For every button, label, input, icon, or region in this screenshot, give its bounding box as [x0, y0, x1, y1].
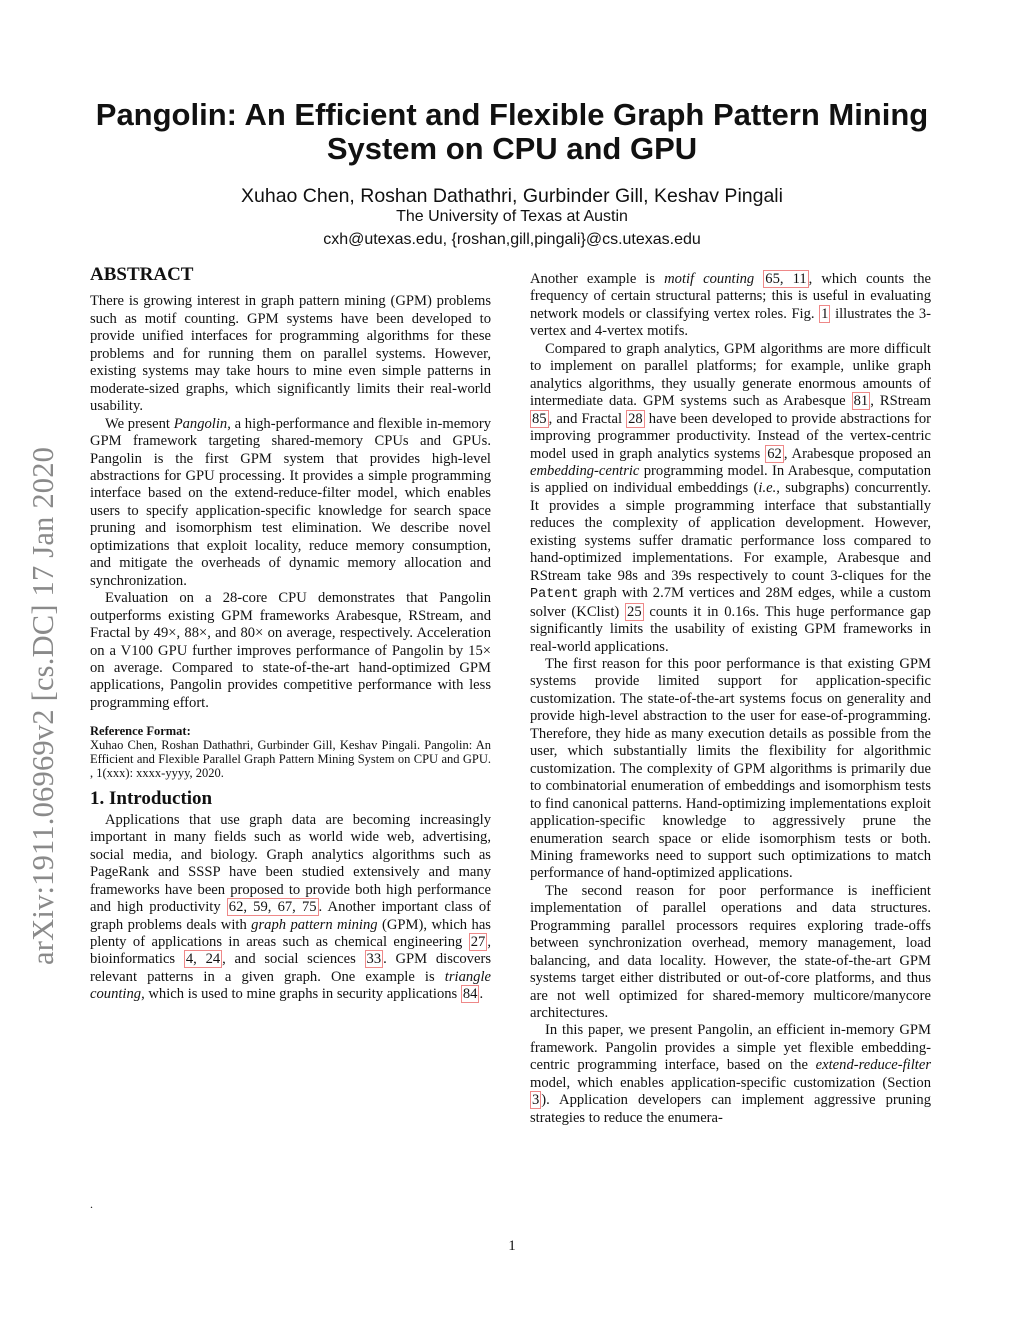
body-paragraph: In this paper, we present Pangolin, an efficient in-memory GPM framework. Pangolin provides a simple yet flexible embedding-centric programming interface, based on the extend-reduce-filter model, which enables application-specific customization (Section 3 ). Application developers can implement aggressive pruning strategies to reduce the enumera- — [530, 1022, 931, 1126]
reference-format-heading: Reference Format: — [90, 724, 191, 739]
citation-link[interactable]: 27 — [470, 933, 486, 950]
body-paragraph: Another example is motif counting 65, 11 , which counts the frequency of certain structural patterns; this is useful in evaluating network models or classifying vertex roles. Fig. 1 illustrates the 3-vertex and 4-vertex motifs. — [530, 271, 931, 340]
affiliation: The University of Texas at Austin — [396, 208, 628, 225]
body-paragraph: Compared to graph analytics, GPM algorithms are more difficult to implement on parallel platforms; for example, unlike graph analytics algorithms, they usually generate enormous amounts of intermediate data. GPM systems such as Arabesque 81 , RStream 85 , and Fractal 28 have been developed to provide abstractions for improving programmer productivity. Instead of the vertex-centric model used in graph analytics systems 62 , Arabesque proposed an embedding-centric programming model. In Arabesque, computation is applied on individual embeddings (i.e., subgraphs) concurrently. It provides a simple programming interface that substantially reduces the complexity of application development. However, existing systems suffer dramatic performance loss compared to hand-optimized implementations. For example, Arabesque and RStream take 98s and 39s respectively to count 3-cliques for the Patent graph with 2.7M vertices and 28M edges, while a custom solver (KClist) 25 counts it in 0.16s. This huge performance gap significantly limits the usability of existing GPM frameworks in real-world applications. — [530, 340, 932, 655]
abstract-paragraph: We present Pangolin, a high-performance and flexible in-memory GPM framework targeting shared-memory CPUs and GPUs. Pangolin is the first GPM system that provides high-level abstractions for GPU processing. It provides a simple programming interface based on the extend-reduce-filter model, which enables users to specify application-specific knowledge for search space pruning and isomorphism test elimination. We describe novel optimizations that exploit locality, reduce memory consumption, and mitigate the overheads of dynamic memory allocation and synchronization. — [90, 415, 491, 589]
abstract-paragraph: There is growing interest in graph pattern mining (GPM) problems such as motif counting. GPM systems have been developed to provide unified interfaces for programming algorithms for these problems and for running them on parallel systems. However, existing systems may take hours to mine even simple patterns in moderate-sized graphs, which significantly limits their real-world usability. — [90, 293, 491, 415]
page-number: 1 — [508, 1238, 516, 1254]
citation-link[interactable]: 84 — [462, 986, 478, 1003]
citation-link[interactable]: 25 — [627, 603, 642, 620]
citation-link[interactable]: 4, 24 — [185, 951, 221, 968]
figure-link[interactable]: 1 — [821, 305, 829, 322]
abstract-paragraph: Evaluation on a 28-core CPU demonstrates that Pangolin outperforms existing GPM frameworks Arabesque, RStream, and Fractal by 49×, 88×, and 80× on average, respectively. Acceleration on a V100 GPU further improves performance of Pangolin by 15× on average. Compared to state-of-the-art hand-optimized GPM applications, Pangolin provides competitive performance with less programming effort. — [90, 590, 491, 711]
citation-link[interactable]: 85 — [532, 410, 547, 427]
body-paragraph: The first reason for this poor performance is that existing GPM systems provide limited support for application-specific customization. The state-of-the-art systems focus on generality and provide high-level abstraction to the user for ease-of-programming. Therefore, they hide as many execution details as possible from the user, which substantially limits the flexibility for algorithmic customization. The complexity of GPM algorithms is primarily due to combinatorial enumeration of embeddings and isomorphism tests to find canonical patterns. Hand-optimizing implementations exploit application-specific knowledge to aggressively prune the enumeration search space or elide isomorphism tests or both. Mining frameworks need to support such optimizations to match performance of hand-optimized applications. — [530, 655, 931, 882]
abstract-heading: ABSTRACT — [90, 264, 194, 285]
footnote-marker: . — [90, 1197, 93, 1211]
arxiv-stamp[interactable]: arXiv:1911.06969v2 [cs.DC] 17 Jan 2020 — [26, 446, 60, 965]
right-column — [530, 271, 931, 1127]
reference-format-body: Xuhao Chen, Roshan Dathathri, Gurbinder Gill, Keshav Pingali. Pangolin: An Efficient and Flexible Parallel Graph Pattern Mining System on CPU and GPU. , 1(xxx): xxxx-yyyy, 2020. — [90, 738, 491, 781]
citation-link[interactable]: 81 — [853, 393, 869, 410]
author-list: Xuhao Chen, Roshan Dathathri, Gurbinder Gill, Keshav Pingali — [241, 185, 783, 207]
citation-link[interactable]: 62 — [767, 445, 782, 462]
intro-paragraph: Applications that use graph data are becoming increasingly important in many fields such as world wide web, advertising, social media, and biology. Graph analytics algorithms such as PageRank and SSSP have been studied extensively and many frameworks have been proposed to provide both high performance and high productivity 62, 59, 67, 75 . Another important class of graph problems deals with graph pattern mining (GPM), which has plenty of applications in areas such as chemical engineering 27 , bioinformatics 4, 24 , and social sciences 33 . GPM discovers relevant patterns in a given graph. One example is triangle counting, which is used to mine graphs in security applications 84 . — [90, 811, 492, 1003]
paper-title: Pangolin: An Efficient and Flexible Graph Pattern Mining System on CPU and GPU — [95, 97, 929, 166]
author-emails: cxh@utexas.edu, {roshan,gill,pingali}@cs.utexas.edu — [323, 231, 701, 248]
body-paragraph: The second reason for poor performance is inefficient implementation of parallel operations and data structures. Programming parallel processors requires exploring trade-offs between synchronization overhead, memory management, load balancing, and data locality. However, the state-of-the-art GPM systems target either distributed or out-of-core platforms, and thus are not well optimized for shared-memory multicore/manycore architectures. — [530, 882, 931, 1022]
citation-link[interactable]: 62, 59, 67, 75 — [228, 899, 317, 916]
citation-link[interactable]: 65, 11 — [765, 271, 807, 287]
section-heading-introduction: 1. Introduction — [90, 788, 213, 810]
section-link[interactable]: 3 — [532, 1092, 540, 1109]
citation-link[interactable]: 33 — [366, 951, 382, 968]
left-column — [90, 266, 491, 1004]
citation-link[interactable]: 28 — [628, 410, 643, 427]
